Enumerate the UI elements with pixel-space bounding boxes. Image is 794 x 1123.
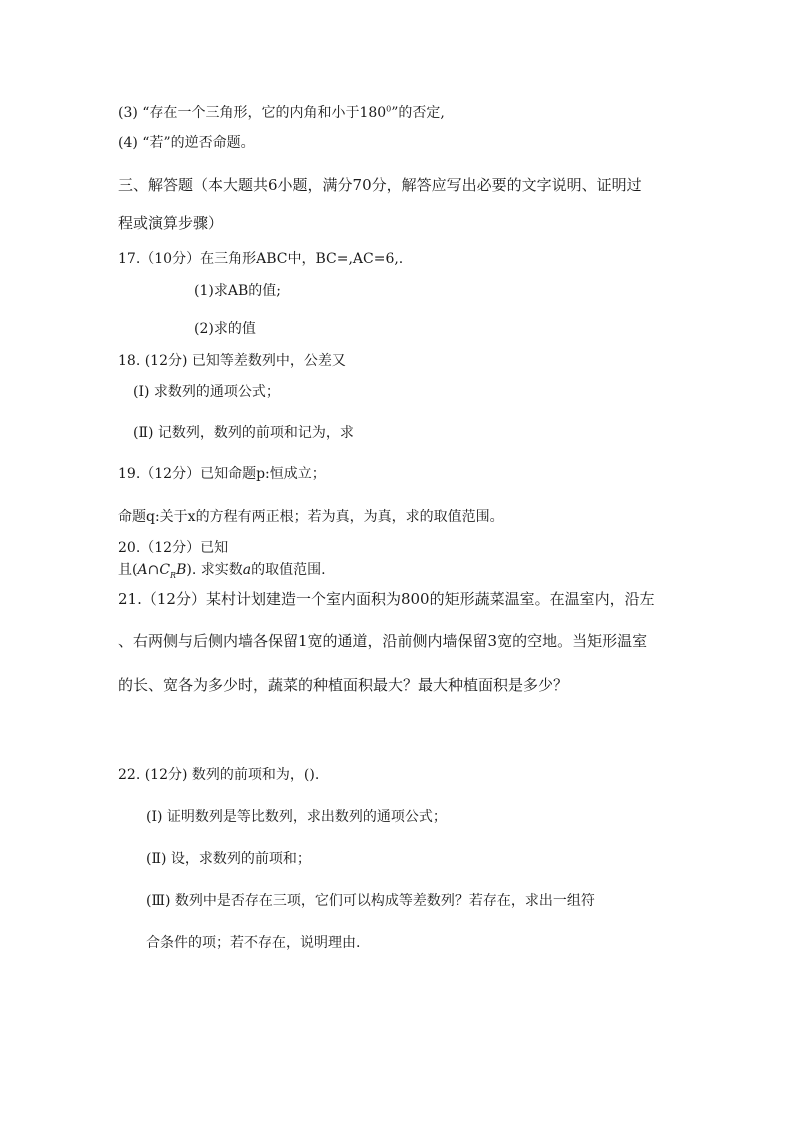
math-var: B <box>176 562 187 578</box>
text: (3) “存在一个三角形，它的内角和小于180 <box>118 105 387 121</box>
question-18-part-2: (Ⅱ) 记数列，数列的前项和记为，求 <box>133 425 354 441</box>
question-17: 17.（10分）在三角形ABC中，BC=,AC=6,. <box>118 251 404 267</box>
question-18-part-1: (Ⅰ) 求数列的通项公式； <box>133 384 280 400</box>
question-21-cont-1: 、右两侧与后侧内墙各保留1宽的通道，沿前侧内墙保留3宽的空地。当矩形温室 <box>118 632 648 650</box>
question-22-part-3-cont: 合条件的项；若不存在，说明理由. <box>146 935 361 951</box>
superscript: 0 <box>386 104 392 114</box>
question-16-item-3 <box>118 104 445 122</box>
section-heading-cont: 程或演算步骤） <box>118 214 224 232</box>
math-var: C <box>159 562 171 578</box>
question-22-part-3: (Ⅲ) 数列中是否存在三项，它们可以构成等差数列？若存在，求出一组符 <box>146 893 595 909</box>
question-20-cont <box>118 561 326 579</box>
question-22-part-1: (Ⅰ) 证明数列是等比数列，求出数列的通项公式； <box>146 809 447 825</box>
text: 的取值范围. <box>251 562 326 578</box>
math-var: a <box>242 562 252 578</box>
text: ). 求实数 <box>186 562 243 578</box>
math-var: A <box>137 562 148 578</box>
question-19-cont: 命题q:关于x的方程有两正根；若为真，为真，求的取值范围。 <box>118 509 504 525</box>
section-heading: 三、解答题（本大题共6小题，满分70分，解答应写出必要的文字说明、证明过 <box>118 176 642 194</box>
question-17-part-1: (1)求AB的值; <box>194 283 281 299</box>
question-20: 20.（12分）已知 <box>118 540 229 556</box>
question-22-part-2: (Ⅱ) 设，求数列的前项和； <box>146 851 311 867</box>
question-22: 22. (12分) 数列的前项和为，(). <box>118 767 320 783</box>
question-18: 18. (12分) 已知等差数列中，公差又 <box>118 353 346 369</box>
subscript: R <box>170 570 177 580</box>
question-21-cont-2: 的长、宽各为多少时，蔬菜的种植面积最大？最大种植面积是多少？ <box>118 676 569 694</box>
math-op: ∩ <box>147 562 160 578</box>
question-21: 21.（12分）某村计划建造一个室内面积为800的矩形蔬菜温室。在温室内，沿左 <box>118 590 655 608</box>
text: 且( <box>118 562 138 578</box>
question-17-part-2: (2)求的值 <box>194 321 256 337</box>
text: ”的否定, <box>391 105 445 121</box>
question-19: 19.（12分）已知命题p:恒成立； <box>118 466 326 482</box>
question-16-item-4: (4) “若”的逆否命题。 <box>118 135 255 151</box>
